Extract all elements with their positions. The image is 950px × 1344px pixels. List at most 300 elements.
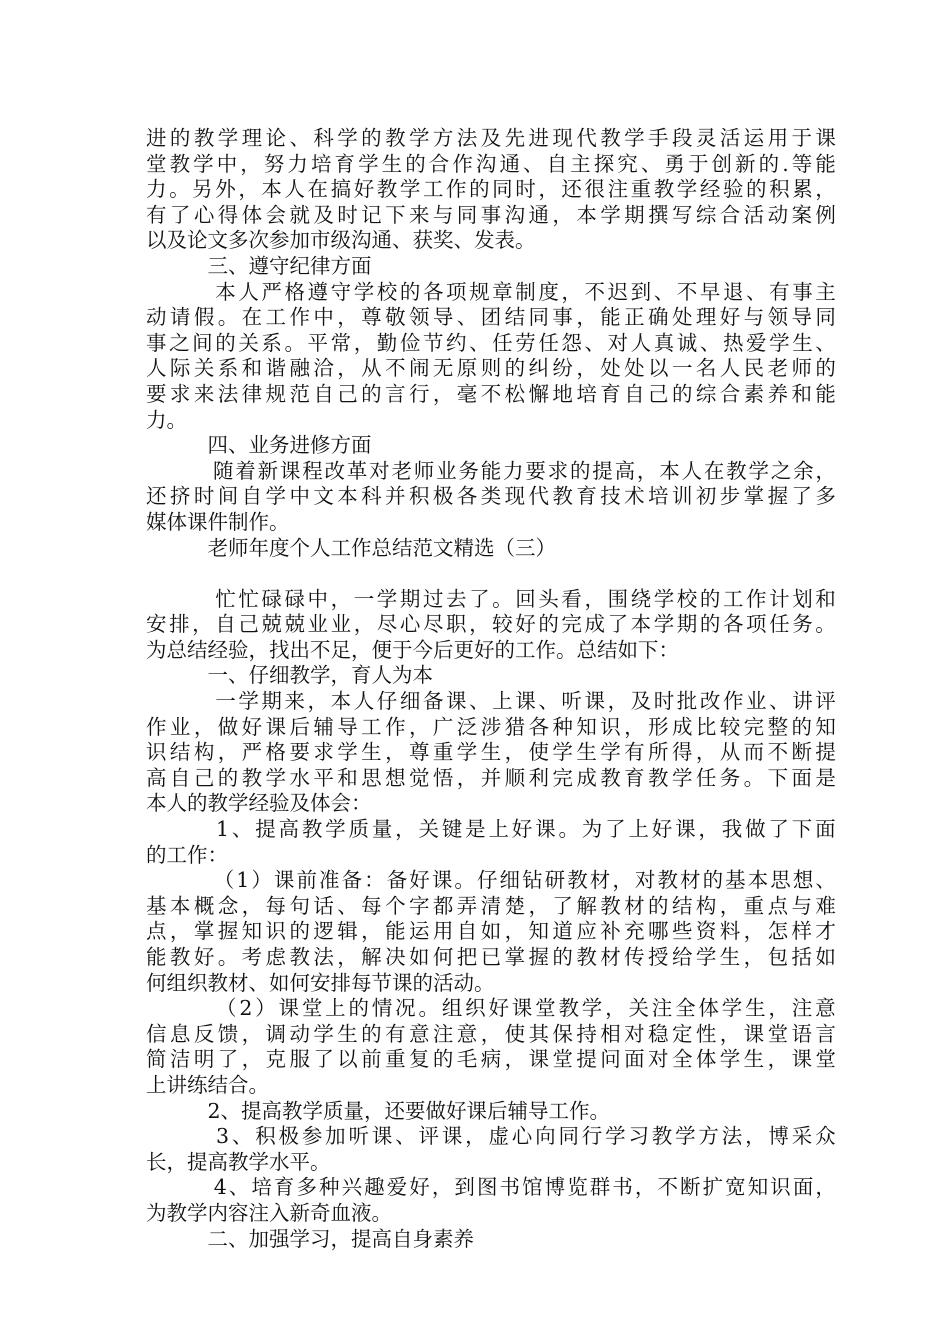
glyph: ， <box>698 817 719 842</box>
glyph: ， <box>504 1047 526 1072</box>
glyph: 老 <box>767 356 789 381</box>
glyph: 力 <box>146 177 167 202</box>
glyph: 的 <box>432 1047 454 1072</box>
glyph: 体 <box>698 996 719 1021</box>
glyph: ， <box>193 714 215 739</box>
glyph: 章 <box>492 279 513 304</box>
glyph: 面 <box>815 817 836 842</box>
glyph: 学 <box>238 689 259 714</box>
glyph: 动 <box>146 305 167 330</box>
glyph: 学 <box>337 740 358 765</box>
glyph: 学 <box>675 1124 696 1149</box>
glyph: 整 <box>767 714 789 739</box>
glyph: 难 <box>815 893 836 918</box>
glyph: 学 <box>605 1124 626 1149</box>
glyph: 了 <box>607 612 629 637</box>
glyph: 合 <box>719 202 741 227</box>
glyph <box>168 459 189 485</box>
glyph: 心 <box>511 1124 533 1149</box>
glyph: 馈 <box>217 1021 239 1046</box>
glyph: 多 <box>815 484 836 509</box>
glyph: 例 <box>815 202 836 227</box>
glyph: 资 <box>695 919 717 944</box>
glyph: 究 <box>617 151 638 176</box>
glyph: 爱 <box>746 330 767 355</box>
glyph: 搞 <box>330 177 352 202</box>
glyph: 科 <box>313 126 334 150</box>
glyph: 面 <box>791 765 812 790</box>
glyph: 用 <box>432 919 454 944</box>
glyph: 从 <box>361 356 382 381</box>
glyph: 法 <box>721 1124 743 1149</box>
glyph: 处 <box>624 356 645 381</box>
glyph: 在 <box>703 458 725 483</box>
glyph: 则 <box>480 356 502 381</box>
glyph: 中 <box>216 151 238 176</box>
glyph <box>146 689 167 715</box>
glyph: 学 <box>325 817 346 842</box>
glyph: 和 <box>241 356 263 381</box>
glyph: 培 <box>310 151 332 176</box>
glyph: 经 <box>699 177 721 202</box>
glyph: 回 <box>515 586 536 611</box>
glyph: 。 <box>217 305 239 330</box>
glyph: 导 <box>791 305 812 330</box>
glyph: 复 <box>408 1047 430 1072</box>
glyph: 形 <box>648 714 669 739</box>
glyph: 楚 <box>504 893 526 918</box>
glyph: 事 <box>792 279 813 304</box>
glyph: 自 <box>313 381 334 406</box>
glyph: 人 <box>146 356 167 381</box>
glyph: 提 <box>815 740 836 765</box>
glyph: 学 <box>600 740 621 765</box>
glyph: 充 <box>624 919 645 944</box>
glyph: 织 <box>465 996 486 1021</box>
glyph: 作 <box>722 689 744 714</box>
glyph: 范 <box>289 381 310 406</box>
glyph: 。 <box>558 817 579 842</box>
glyph: 、 <box>228 1175 250 1200</box>
glyph: 逻 <box>313 919 334 944</box>
glyph: 知 <box>528 919 549 944</box>
glyph: 样 <box>791 919 812 944</box>
glyph: 作 <box>452 151 473 176</box>
glyph: ， <box>767 1047 789 1072</box>
glyph: 了 <box>313 1047 334 1072</box>
glyph: 种 <box>319 1175 340 1200</box>
glyph: 仔 <box>476 868 498 893</box>
text-line: 本人的教学经验及体会： <box>146 791 372 816</box>
glyph: 的 <box>746 177 767 202</box>
text-line <box>146 280 836 306</box>
glyph: 学 <box>376 586 398 611</box>
glyph: 约 <box>446 330 467 355</box>
glyph: 兴 <box>341 1175 363 1200</box>
glyph: ， <box>612 868 633 893</box>
glyph: 很 <box>584 177 605 202</box>
glyph: 注 <box>607 177 629 202</box>
glyph <box>169 996 190 1022</box>
glyph: 确 <box>648 305 669 330</box>
glyph: 素 <box>743 381 765 406</box>
glyph: 关 <box>193 356 215 381</box>
glyph: 学 <box>399 177 421 202</box>
glyph: 成 <box>576 765 597 790</box>
glyph: ， <box>217 740 239 765</box>
glyph: ， <box>745 1124 766 1149</box>
glyph: 规 <box>469 279 490 304</box>
glyph: 新 <box>735 151 756 176</box>
glyph: 的 <box>552 945 573 969</box>
glyph: 运 <box>743 126 765 150</box>
text-line <box>146 894 836 920</box>
glyph: 识 <box>265 919 287 944</box>
glyph: 、 <box>469 689 490 714</box>
glyph <box>146 280 167 306</box>
glyph: 好 <box>409 868 430 893</box>
glyph: 师 <box>413 458 435 483</box>
glyph: 人 <box>681 458 702 483</box>
glyph: 学 <box>456 740 478 765</box>
glyph: 度 <box>538 279 559 304</box>
text-line: 四、业务进修方面 <box>146 433 372 458</box>
glyph: 广 <box>432 714 454 739</box>
glyph: 键 <box>441 817 463 842</box>
glyph: 高 <box>614 458 636 483</box>
glyph: ， <box>624 714 645 739</box>
glyph: 各 <box>422 279 444 304</box>
glyph: 觉 <box>408 765 430 790</box>
glyph: 等 <box>791 151 813 176</box>
glyph: 及 <box>630 689 652 714</box>
glyph: 自 <box>215 612 236 637</box>
glyph: 兢 <box>284 612 305 637</box>
glyph: 正 <box>624 305 645 330</box>
glyph: 撰 <box>648 202 669 227</box>
glyph: ， <box>395 817 416 842</box>
glyph: 己 <box>238 612 259 637</box>
glyph: 情 <box>371 996 393 1021</box>
glyph: 融 <box>289 356 310 381</box>
glyph: 作 <box>385 714 406 739</box>
glyph: 上 <box>628 817 649 842</box>
glyph <box>146 587 167 613</box>
glyph: 假 <box>193 305 215 330</box>
glyph: 遵 <box>307 279 329 304</box>
glyph: 验 <box>722 177 744 202</box>
glyph: 扩 <box>702 1175 724 1200</box>
glyph: 堂 <box>815 1047 836 1072</box>
glyph: 理 <box>695 305 717 330</box>
glyph: 句 <box>289 893 310 918</box>
glyph: 握 <box>217 919 239 944</box>
glyph: 方 <box>432 126 454 150</box>
glyph: 法 <box>456 126 478 150</box>
glyph: 传 <box>624 945 645 969</box>
glyph: 注 <box>432 1021 454 1046</box>
glyph: 法 <box>217 381 239 406</box>
glyph: 余 <box>793 458 814 483</box>
glyph <box>191 459 212 485</box>
glyph: ， <box>504 740 526 765</box>
glyph: 基 <box>146 893 167 918</box>
glyph: 松 <box>504 381 526 406</box>
glyph: 重 <box>385 1047 406 1072</box>
glyph: 同 <box>558 1124 579 1149</box>
glyph: 好 <box>409 1175 430 1200</box>
glyph: 服 <box>289 1047 310 1072</box>
glyph: 会 <box>265 202 287 227</box>
glyph: 构 <box>695 893 717 918</box>
glyph: 做 <box>745 817 766 842</box>
glyph: 到 <box>454 1175 475 1200</box>
glyph: 况 <box>395 996 416 1021</box>
glyph: 提 <box>576 1047 597 1072</box>
glyph: 任 <box>769 612 790 637</box>
glyph: 于 <box>687 151 709 176</box>
text-line <box>146 203 836 229</box>
glyph: 悟 <box>432 765 454 790</box>
glyph: 教 <box>289 945 310 969</box>
glyph: 我 <box>721 817 743 842</box>
glyph: 已 <box>480 945 502 969</box>
glyph: 时 <box>653 689 675 714</box>
glyph: 业 <box>746 689 767 714</box>
glyph: 综 <box>695 202 717 227</box>
glyph: 改 <box>699 689 721 714</box>
glyph: 的 <box>699 612 721 637</box>
glyph: 到 <box>630 279 652 304</box>
glyph: 自 <box>169 765 191 790</box>
glyph: 病 <box>480 1047 502 1072</box>
glyph: 言 <box>815 1021 836 1046</box>
glyph: 心 <box>193 202 215 227</box>
glyph: 步 <box>719 484 741 509</box>
text-line <box>146 817 836 843</box>
glyph: 较 <box>492 612 513 637</box>
glyph: ， <box>768 996 789 1021</box>
glyph: 课 <box>273 868 295 893</box>
glyph: 研 <box>544 868 566 893</box>
glyph: 不 <box>676 279 698 304</box>
glyph: 要 <box>525 458 546 483</box>
glyph <box>146 1124 167 1150</box>
glyph <box>169 868 190 894</box>
glyph: 要 <box>289 740 310 765</box>
glyph: ， <box>815 177 836 202</box>
glyph: 科 <box>361 484 382 509</box>
glyph: 系 <box>261 330 282 355</box>
glyph: 请 <box>169 305 191 330</box>
glyph: 如 <box>480 919 502 944</box>
glyph: 了 <box>552 893 573 918</box>
glyph <box>169 689 190 715</box>
glyph: 、 <box>769 689 790 714</box>
glyph: 怎 <box>767 919 789 944</box>
glyph: 与 <box>743 305 765 330</box>
glyph: 群 <box>589 1175 611 1200</box>
glyph: 于 <box>791 126 812 150</box>
glyph: 课 <box>584 689 605 714</box>
glyph: 全 <box>675 996 696 1021</box>
glyph: 工 <box>265 305 287 330</box>
glyph: 意 <box>815 996 836 1021</box>
glyph: ， <box>719 1021 741 1046</box>
glyph: 能 <box>815 151 836 176</box>
glyph: 一 <box>353 586 375 611</box>
glyph: 退 <box>722 279 744 304</box>
glyph: 以 <box>648 356 669 381</box>
glyph: ， <box>634 1175 656 1200</box>
glyph: 断 <box>791 740 812 765</box>
glyph: 向 <box>535 1124 556 1149</box>
glyph: 学 <box>600 202 621 227</box>
glyph: 点 <box>767 893 789 918</box>
glyph: 培 <box>251 1175 272 1200</box>
glyph: ， <box>337 945 358 969</box>
glyph: 加 <box>325 1124 346 1149</box>
glyph: 。 <box>418 996 439 1021</box>
glyph: 业 <box>330 612 352 637</box>
glyph: 如 <box>408 945 430 969</box>
glyph: 好 <box>353 177 375 202</box>
glyph <box>191 868 212 894</box>
glyph: 规 <box>265 381 287 406</box>
glyph: 把 <box>456 945 478 969</box>
glyph: 如 <box>815 945 836 969</box>
text-line <box>146 587 836 613</box>
glyph: 兢 <box>261 612 282 637</box>
glyph: 虚 <box>488 1124 509 1149</box>
glyph: ， <box>584 586 605 611</box>
glyph: ， <box>576 305 597 330</box>
glyph: 格 <box>265 740 287 765</box>
glyph: 些 <box>671 919 693 944</box>
glyph: 洽 <box>313 356 334 381</box>
glyph: 项 <box>746 612 767 637</box>
glyph: 在 <box>241 305 263 330</box>
glyph: 还 <box>146 484 167 509</box>
glyph <box>169 280 190 306</box>
glyph: 的 <box>169 126 191 150</box>
glyph: 还 <box>561 177 582 202</box>
glyph: 生 <box>361 740 382 765</box>
glyph: 来 <box>193 381 215 406</box>
glyph: 每 <box>361 893 382 918</box>
glyph: 、 <box>231 1124 253 1149</box>
glyph: 积 <box>408 484 430 509</box>
glyph: 2 <box>239 996 253 1021</box>
glyph: 课 <box>815 126 836 150</box>
glyph: 初 <box>695 484 717 509</box>
glyph: 另 <box>192 177 213 202</box>
glyph: ： <box>364 868 385 893</box>
glyph: 与 <box>432 202 454 227</box>
glyph: 不 <box>767 740 789 765</box>
glyph: 技 <box>600 484 621 509</box>
glyph: 工 <box>722 586 744 611</box>
text-line: 二、加强学习，提高自身素养 <box>146 1226 474 1251</box>
glyph: 学 <box>313 1021 334 1046</box>
glyph: （ <box>215 996 237 1021</box>
glyph: 地 <box>552 381 573 406</box>
glyph: 授 <box>648 945 669 969</box>
glyph: 好 <box>193 945 215 969</box>
glyph: 猎 <box>504 714 526 739</box>
glyph: 作 <box>746 586 767 611</box>
glyph: 想 <box>385 765 406 790</box>
glyph: 利 <box>528 765 549 790</box>
glyph: 生 <box>745 996 766 1021</box>
glyph: 学 <box>653 586 675 611</box>
glyph: 了 <box>217 1047 239 1072</box>
glyph: 课 <box>279 458 301 483</box>
glyph: 评 <box>815 689 836 714</box>
text-line: 三、遵守纪律方面 <box>146 253 372 278</box>
glyph: 教 <box>653 177 675 202</box>
glyph: 解 <box>576 893 597 918</box>
text-line: 为总结经验，找出不足，便于今后更好的工作。总结如下： <box>146 637 679 662</box>
glyph: 涉 <box>480 714 502 739</box>
glyph: 了 <box>169 202 191 227</box>
glyph: 给 <box>671 945 693 969</box>
glyph: 生 <box>743 1047 765 1072</box>
glyph: 种 <box>552 714 573 739</box>
glyph: 忙 <box>238 586 259 611</box>
glyph: 性 <box>695 1021 717 1046</box>
glyph: 基 <box>725 868 746 893</box>
glyph: 得 <box>671 740 693 765</box>
glyph: 务 <box>719 765 741 790</box>
glyph: 理 <box>241 126 263 150</box>
glyph: 书 <box>499 1175 521 1200</box>
glyph: 的 <box>361 126 382 150</box>
glyph: 中 <box>289 484 310 509</box>
glyph: 勤 <box>376 330 398 355</box>
glyph: 听 <box>561 689 582 714</box>
glyph: 忙 <box>215 586 236 611</box>
glyph: ， <box>552 202 573 227</box>
glyph: 、 <box>289 126 310 150</box>
glyph: 爱 <box>386 1175 408 1200</box>
glyph: 中 <box>313 305 334 330</box>
glyph: 反 <box>193 1021 215 1046</box>
text-line: 力。 <box>146 407 187 432</box>
glyph: ， <box>743 945 765 969</box>
glyph: 过 <box>422 586 444 611</box>
glyph: 课 <box>431 868 453 893</box>
glyph: 碌 <box>284 586 305 611</box>
glyph: 本 <box>169 893 191 918</box>
glyph <box>169 1124 190 1150</box>
glyph: 、 <box>815 330 836 355</box>
glyph: 作 <box>289 305 310 330</box>
glyph: 个 <box>385 893 406 918</box>
glyph: 信 <box>146 1021 167 1046</box>
glyph: 应 <box>576 919 597 944</box>
glyph: 成 <box>671 714 693 739</box>
glyph: 了 <box>768 817 789 842</box>
glyph: 原 <box>456 356 478 381</box>
glyph: 创 <box>711 151 732 176</box>
glyph: 面 <box>624 1047 645 1072</box>
glyph: 期 <box>261 689 282 714</box>
glyph: 之 <box>169 330 190 355</box>
glyph: 育 <box>576 484 597 509</box>
glyph: 其 <box>528 1021 549 1046</box>
glyph: 迟 <box>607 279 629 304</box>
